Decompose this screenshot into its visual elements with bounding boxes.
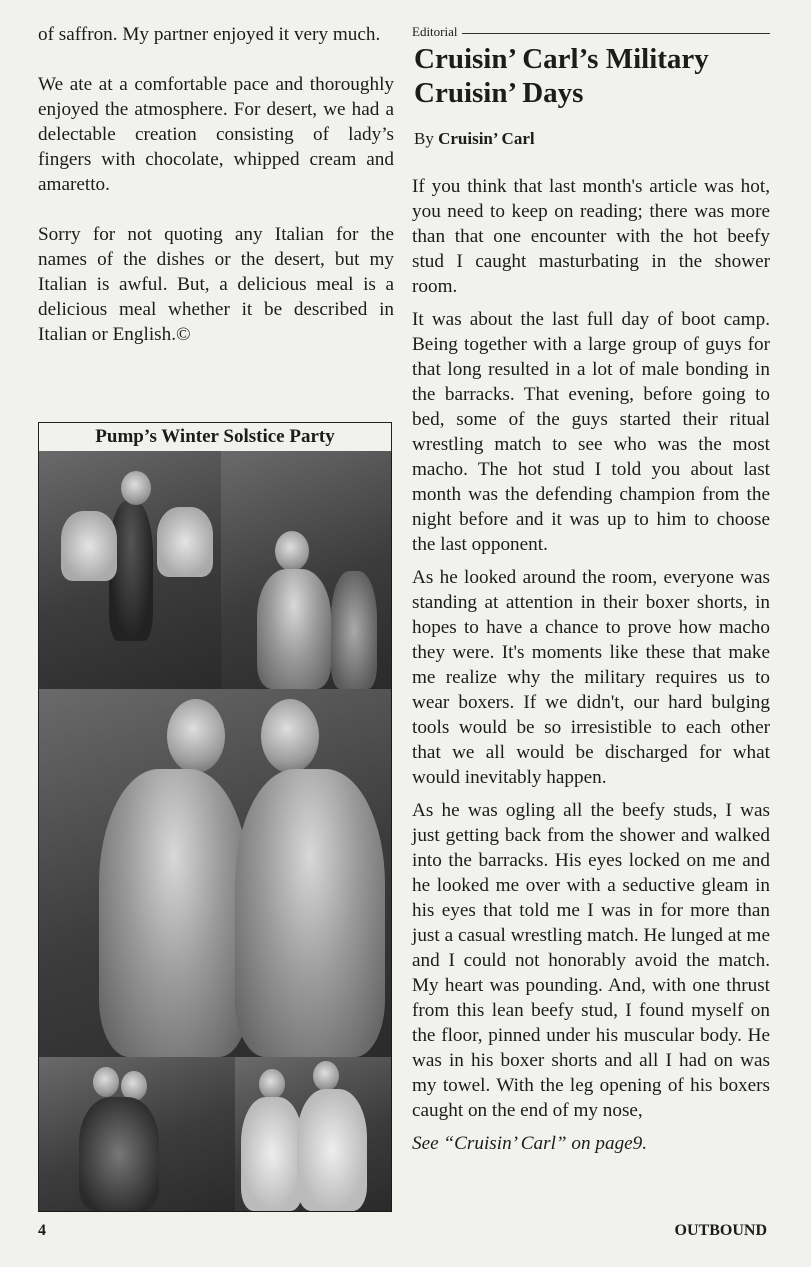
byline	[414, 128, 770, 150]
article-paragraph-1: If you think that last month's article was hot, you need to keep on reading; there was more than that one encounter with the hot beefy stud I caught masturbating in the shower room.	[412, 176, 770, 297]
photo-collage	[38, 422, 392, 1212]
photo-two-men-shirts	[235, 1057, 392, 1212]
left-paragraph-2: We ate at a comfortable pace and thoroughly enjoyed the atmosphere. For desert, we had a delectable creation consisting of lady’s fingers with chocolate, whipped cream and amaretto.	[38, 74, 394, 195]
publication-name: OUTBOUND	[674, 1222, 767, 1239]
kicker-rule	[462, 33, 771, 34]
article-body	[412, 174, 770, 1156]
article-headline: Cruisin’ Carl’s Military Cruisin’ Days	[414, 43, 709, 109]
photo-two-men	[39, 689, 392, 1058]
photo-collage-title: Pump’s Winter Solstice Party	[39, 423, 391, 452]
article-paragraph-3: As he looked around the room, everyone was standing at attention in their boxer shorts, in hopes to have a chance to prove how macho they were. It's moments like these that make me realize why the military requires us to wear boxers. If we didn't, our hard bulging tools would be so irresistible to each other that we all would be discharged for what would inevitably happen.	[412, 567, 770, 788]
page-number: 4	[38, 1222, 46, 1239]
section-kicker	[412, 24, 770, 40]
byline-prefix: By	[414, 129, 434, 148]
photo-costumed-dancer	[39, 451, 222, 690]
article-column	[412, 24, 770, 1164]
left-column	[38, 22, 394, 372]
photo-costumed-couple	[39, 1057, 236, 1212]
left-paragraph-3: Sorry for not quoting any Italian for the names of the dishes or the desert, but my Italian is awful. But, a delicious meal is a delicious meal whether it be described in Italian or English.©	[38, 224, 394, 345]
photo-shirtless-man	[221, 451, 392, 690]
left-paragraph-1: of saffron. My partner enjoyed it very much.	[38, 24, 381, 45]
kicker-label: Editorial	[412, 24, 458, 39]
byline-author: Cruisin’ Carl	[438, 129, 535, 148]
article-paragraph-4: As he was ogling all the beefy studs, I was just getting back from the shower and walked into the barracks. His eyes locked on me and he looked me over with a seductive gleam in his eyes that told me I was in for more than just a casual wrestling match. He lunged at me and I could not honorably avoid the match. My heart was pounding. And, with one thrust from this lean beefy stud, I found myself on the floor, pinned under his muscular body. He was in his boxer shorts and all I had on was my towel. With the leg opening of his boxers caught on the end of my nose,	[412, 800, 770, 1121]
continuation-reference: See “Cruisin’ Carl” on page9.	[412, 1133, 648, 1154]
article-paragraph-2: It was about the last full day of boot camp. Being together with a large group of guys for that long resulted in a lot of male bonding in the barracks. That evening, before going to bed, some of the guys started their ritual wrestling match to see who was the most macho. The hot stud I told you about last month was the defending champion from the night before and it was up to him to choose the last opponent.	[412, 309, 770, 555]
